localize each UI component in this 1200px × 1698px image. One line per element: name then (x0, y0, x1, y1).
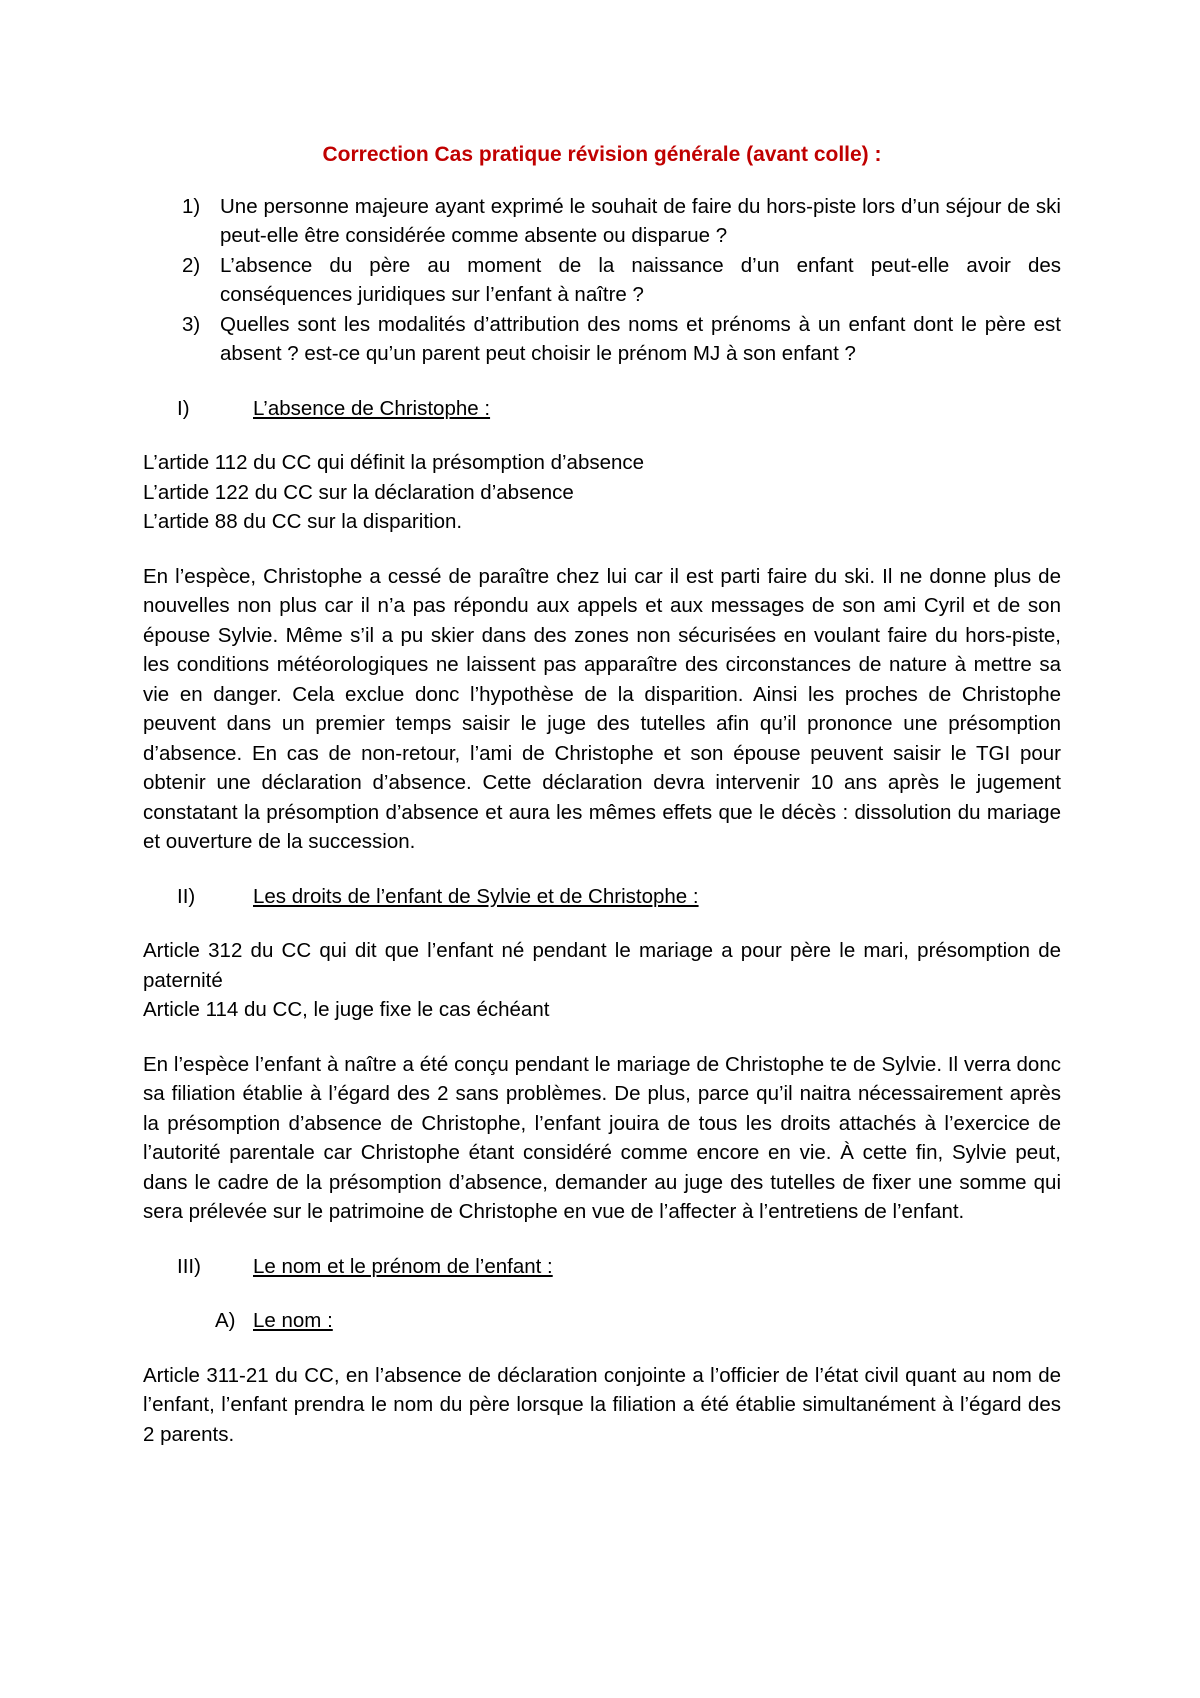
article-line: Article 312 du CC qui dit que l’enfant né pendant le mariage a pour père le mari, présomption de paternité (143, 939, 1061, 992)
article-list (143, 936, 1061, 1025)
section-title: L’absence de Christophe : (253, 396, 491, 420)
section-heading-1 (143, 394, 1061, 424)
article-line: L’artide 112 du CC qui définit la présomption d’absence (143, 451, 645, 474)
question-text: Quelles sont les modalités d’attribution des noms et prénoms à un enfant dont le père est absent ? est-ce qu’un parent peut choisir le prénom MJ à son enfant ? (220, 312, 1061, 365)
section-title: Les droits de l’enfant de Sylvie et de Christophe : (253, 884, 699, 908)
question-item (143, 192, 1061, 251)
question-text: L’absence du père au moment de la naissance d’un enfant peut-elle avoir des conséquences juridiques sur l’enfant à naître ? (220, 253, 1061, 306)
section-number: III) (177, 1254, 201, 1278)
question-number: 1) (182, 194, 201, 218)
document-page (143, 140, 1061, 1474)
subsection-number: A) (215, 1309, 236, 1332)
section-paragraph: En l’espèce l’enfant à naître a été conçu pendant le mariage de Christophe te de Sylvie. Il verra donc sa filiation établie à l’égard des 2 sans problèmes. De plus, parce qu’il naitra nécessairement après la présomption d’absence de Christophe, l’enfant jouira de tous les droits attachés à l’exercice de l’autorité parentale car Christophe étant considéré comme encore en vie. À cette fin, Sylvie peut, dans le cadre de la présomption d’absence, demander au juge des tutelles de fixer une somme qui sera prélevée sur le patrimoine de Christophe en vue de l’affecter à l’entretiens de l’enfant. (143, 1052, 1061, 1223)
section-title: Le nom et le prénom de l’enfant : (253, 1254, 553, 1278)
article-line: Article 114 du CC, le juge fixe le cas échéant (143, 998, 550, 1021)
question-text: Une personne majeure ayant exprimé le souhait de faire du hors-piste lors d’un séjour de ski peut-elle être considérée comme absente ou disparue ? (220, 194, 1061, 247)
document-title: Correction Cas pratique révision générale (avant colle) : (322, 143, 882, 166)
section-number: I) (177, 396, 190, 420)
article-line: L’artide 88 du CC sur la disparition. (143, 510, 463, 533)
question-list (143, 192, 1061, 369)
question-number: 3) (182, 312, 201, 336)
section-heading-3 (143, 1252, 1061, 1282)
article-list (143, 448, 1061, 537)
question-item (143, 310, 1061, 369)
section-heading-2 (143, 882, 1061, 912)
question-item (143, 251, 1061, 310)
question-number: 2) (182, 253, 201, 277)
subsection-title: Le nom : (253, 1309, 333, 1332)
section-number: II) (177, 884, 196, 908)
article-line: L’artide 122 du CC sur la déclaration d’absence (143, 480, 574, 504)
section-paragraph: En l’espèce, Christophe a cessé de paraître chez lui car il est parti faire du ski. Il ne donne plus de nouvelles non plus car il n’a pas répondu aux appels et aux messages de son ami Cyril et de son épouse Sylvie. Même s’il a pu skier dans des zones non sécurisées en voulant faire du hors-piste, les conditions météorologiques ne laissent pas apparaître des circonstances de nature à mettre sa vie en danger. Cela exclue donc l’hypothèse de la disparition. Ainsi les proches de Christophe peuvent dans un premier temps saisir le juge des tutelles afin qu’il prononce une présomption d’absence. En cas de non-retour, l’ami de Christophe et son épouse peuvent saisir le TGI pour obtenir une déclaration d’absence. Cette déclaration devra intervenir 10 ans après le jugement constatant la présomption d’absence et aura les mêmes effets que le décès : dissolution du mariage et ouverture de la succession. (143, 564, 1061, 853)
section-paragraph: Article 311-21 du CC, en l’absence de déclaration conjointe a l’officier de l’état civil quant au nom de l’enfant, l’enfant prendra le nom du père lorsque la filiation a été établie simultanément à l’égard des 2 parents. (143, 1363, 1061, 1446)
subsection-heading-a (143, 1306, 1061, 1336)
